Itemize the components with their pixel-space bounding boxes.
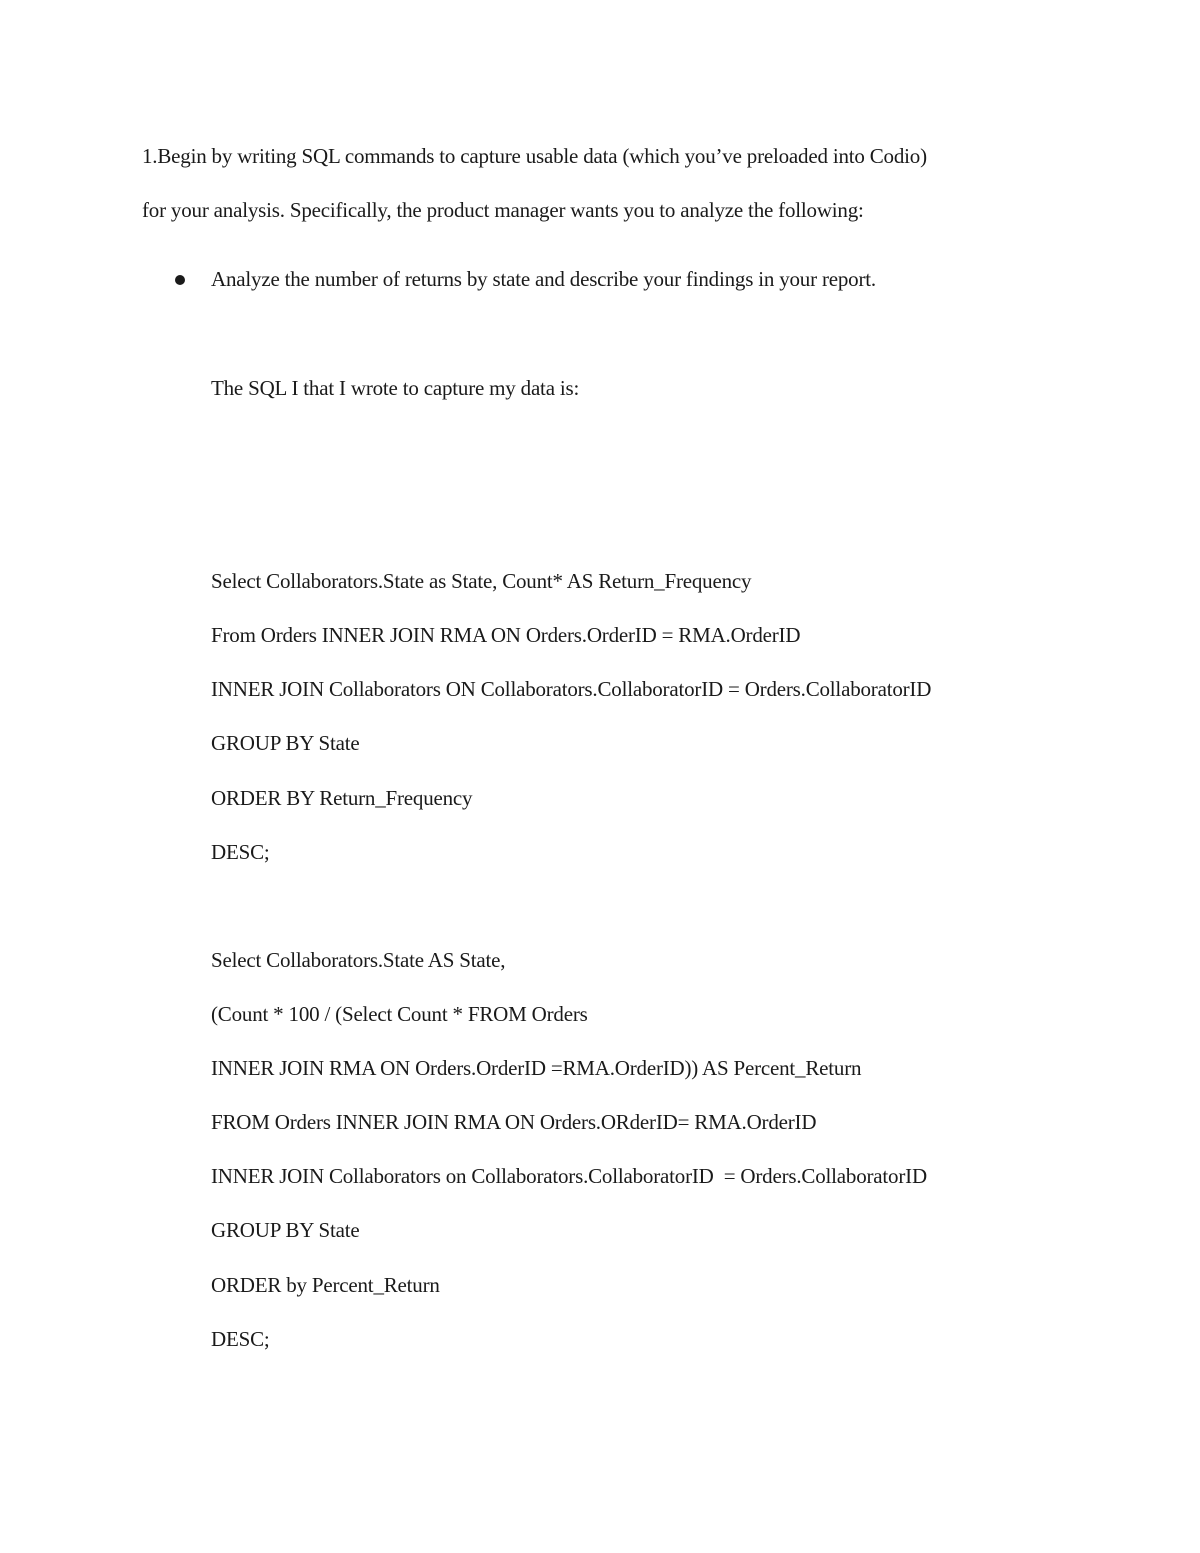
query-1-line: From Orders INNER JOIN RMA ON Orders.OrderID = RMA.OrderID — [211, 623, 801, 647]
query-2-line: (Count * 100 / (Select Count * FROM Orders — [211, 1002, 588, 1026]
query-1-line: GROUP BY State — [211, 731, 360, 755]
query-2-line: DESC; — [211, 1327, 270, 1351]
query-1-line: INNER JOIN Collaborators ON Collaborators.CollaboratorID = Orders.CollaboratorID — [211, 677, 932, 701]
paragraph-line-2: for your analysis. Specifically, the product manager wants you to analyze the following: — [142, 198, 864, 222]
bullet-dot-icon — [175, 275, 185, 285]
query-2-line: INNER JOIN RMA ON Orders.OrderID =RMA.OrderID)) AS Percent_Return — [211, 1056, 862, 1080]
query-2-line: INNER JOIN Collaborators on Collaborators.CollaboratorID = Orders.CollaboratorID — [211, 1164, 927, 1188]
paragraph-line-1: 1.Begin by writing SQL commands to capture usable data (which you’ve preloaded into Codio) — [142, 144, 927, 168]
query-1-line: ORDER BY Return_Frequency — [211, 786, 473, 810]
sql-intro-text: The SQL I that I wrote to capture my data is: — [211, 376, 580, 400]
bullet-item-text: Analyze the number of returns by state and describe your findings in your report. — [211, 267, 876, 291]
query-2-line: ORDER by Percent_Return — [211, 1273, 440, 1297]
query-1-line: Select Collaborators.State as State, Count* AS Return_Frequency — [211, 569, 752, 593]
query-1-line: DESC; — [211, 840, 270, 864]
query-2-line: GROUP BY State — [211, 1218, 360, 1242]
query-2-line: FROM Orders INNER JOIN RMA ON Orders.ORderID= RMA.OrderID — [211, 1110, 817, 1134]
query-2-line: Select Collaborators.State AS State, — [211, 948, 506, 972]
